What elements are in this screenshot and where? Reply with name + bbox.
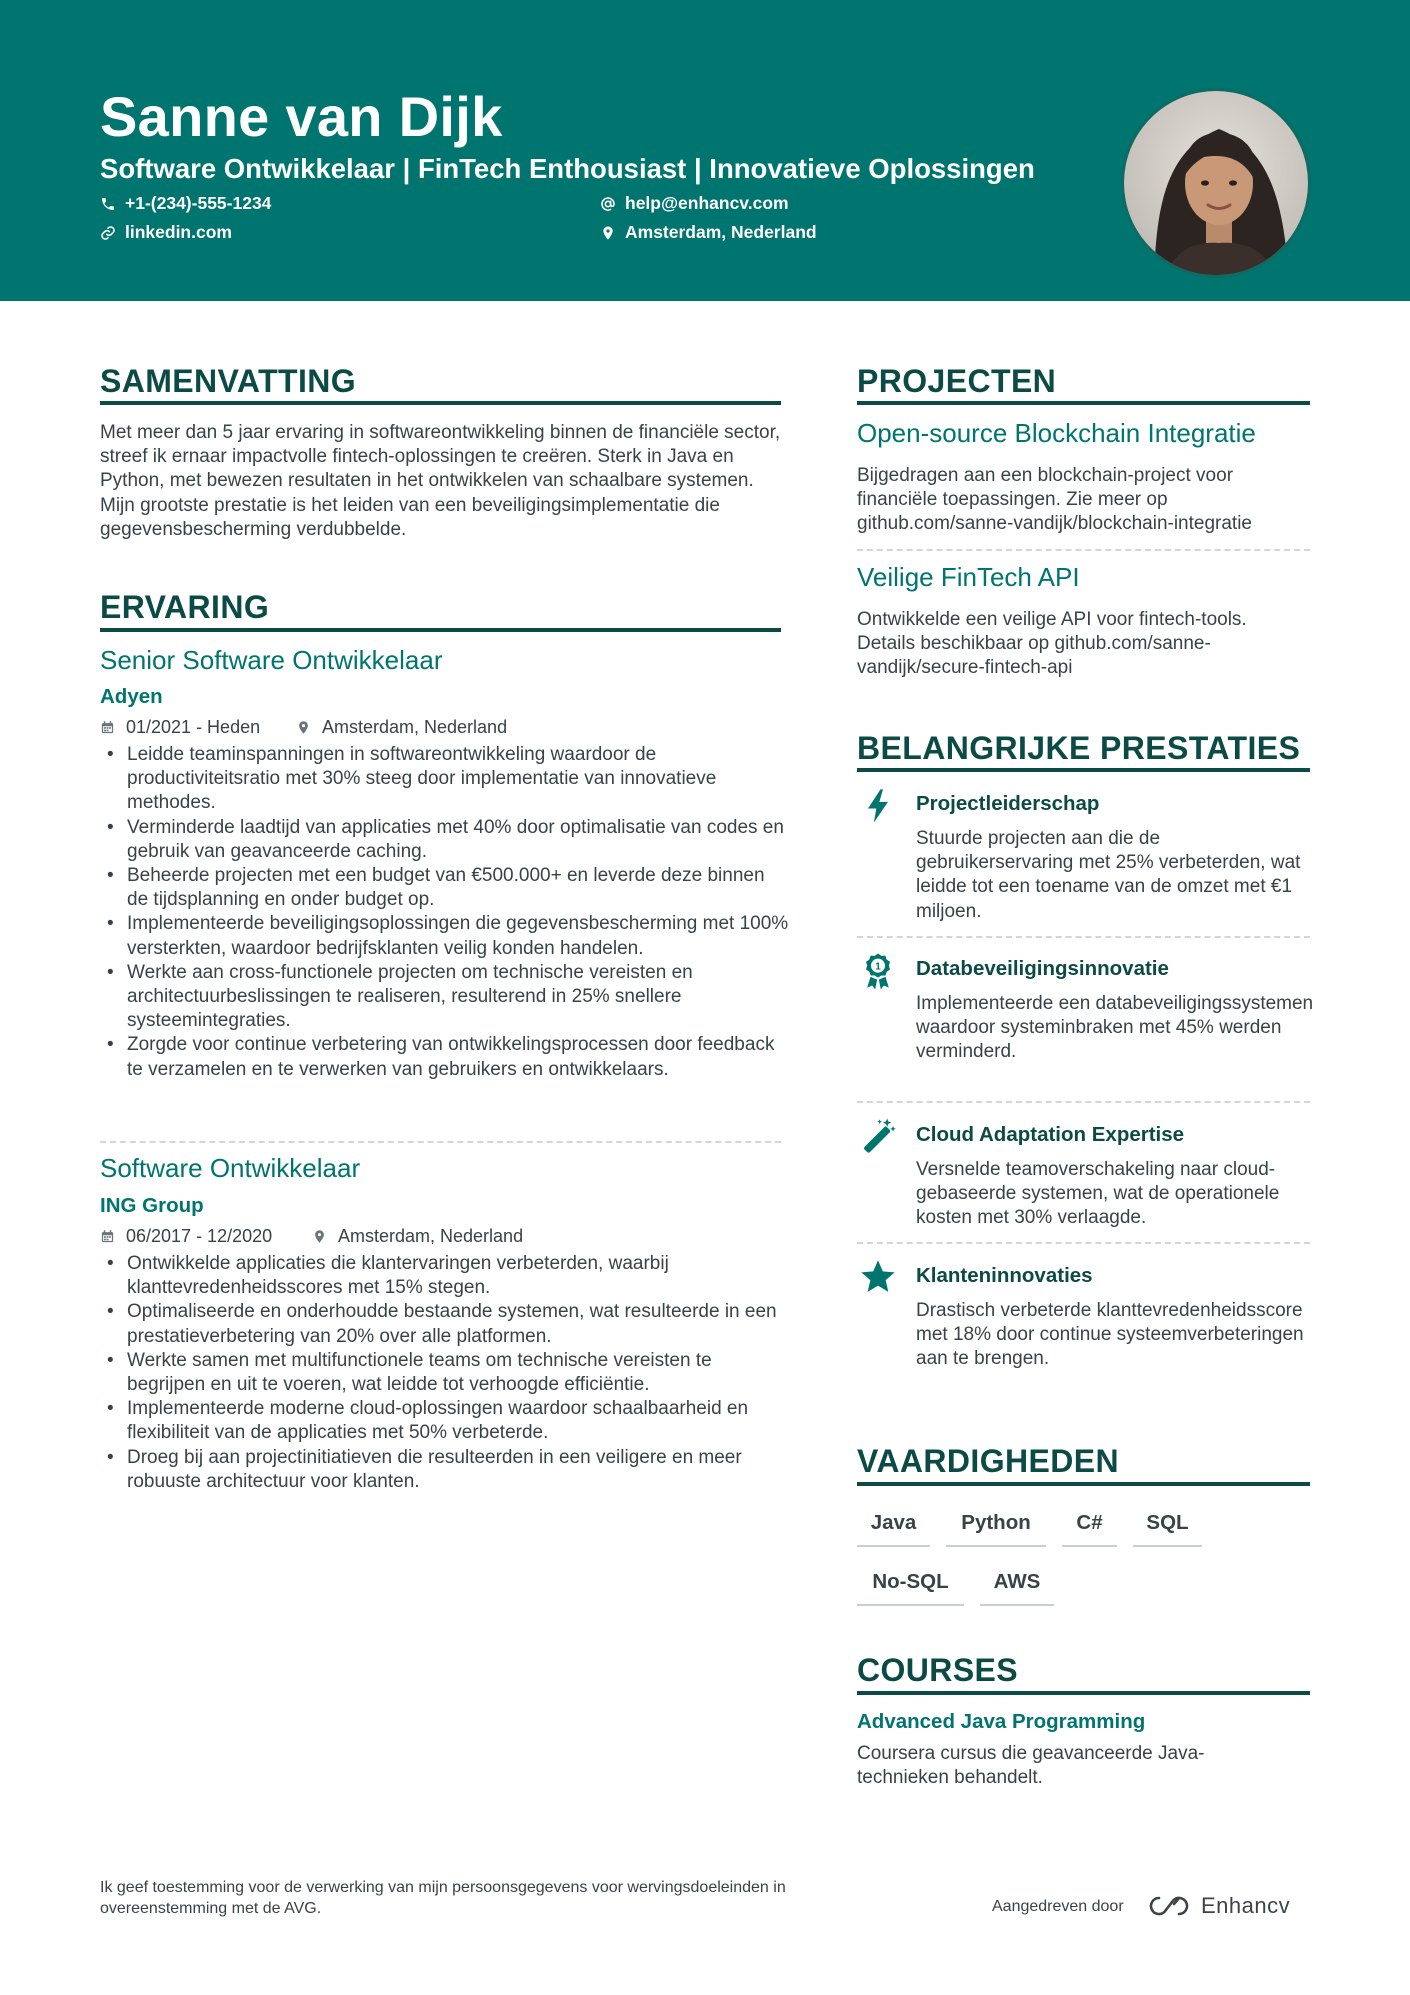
list-item: • Optimaliseerde en onderhoudde bestaande systemen, wat resulteerde in een prestatieverbetering van 20% over alle platformen. [100,1300,790,1348]
skill-tag: AWS [980,1570,1054,1606]
project-title: Open-source Blockchain Integratie [857,418,1256,448]
profile-photo [1121,88,1311,278]
job-dates [100,717,260,738]
infinity-icon [1147,1894,1191,1918]
job-company: ING Group [100,1194,204,1217]
candidate-name: Sanne van Dijk [100,85,503,148]
list-item: • Implementeerde beveiligingsoplossingen die gegevensbescherming met 100% versterkten, waardoor bedrijfsklanten veilig konden handelen. [100,912,790,960]
achievement-title: Cloud Adaptation Expertise [916,1123,1185,1146]
job-role: Senior Software Ontwikkelaar [100,645,443,675]
list-item: • Werkte aan cross-functionele projecten om technische vereisten en architectuurbeslissingen te realiseren, resulterend in 25% snellere systeemintegraties. [100,961,790,1034]
section-rule [857,1691,1310,1695]
linkedin-contact[interactable] [100,222,232,243]
location-contact [600,222,817,243]
linkedin-text: linkedin.com [125,222,232,242]
award-badge-icon [858,951,898,991]
location-text: Amsterdam, Nederland [625,222,817,242]
projects-heading: PROJECTEN [857,363,1057,399]
skill-tag: Java [857,1511,930,1547]
list-item: • Zorgde voor continue verbetering van ontwikkelingsprocessen door feedback te verzamelen en te verwerken van gebruikers en ontwikkelaars. [100,1033,790,1081]
achievement-title: Klanteninnovaties [916,1264,1093,1287]
list-item: • Ontwikkelde applicaties die klantervaringen verbeterden, waarbij klanttevredenheidsscores met 15% stegen. [100,1252,790,1300]
course-title: Advanced Java Programming [857,1710,1146,1733]
powered-by-label: Aangedreven door [992,1898,1124,1915]
section-rule [100,628,781,632]
job-dates-text: 06/2017 - 12/2020 [126,1226,273,1246]
job-location [312,1226,523,1247]
bolt-icon [858,786,898,826]
list-item: • Implementeerde moderne cloud-oplossingen waardoor schaalbaarheid en flexibiliteit van de applicaties met 50% verbeterde. [100,1397,790,1445]
job-location-text: Amsterdam, Nederland [322,717,508,737]
achievements-heading: BELANGRIJKE PRESTATIES [857,730,1301,766]
location-pin-icon [312,1229,327,1244]
skills-heading: VAARDIGHEDEN [857,1443,1120,1479]
courses-heading: COURSES [857,1652,1019,1688]
calendar-icon [100,720,115,735]
summary-text: Met meer dan 5 jaar ervaring in softwareontwikkeling binnen de financiële sector, streef ik ernaar impactvolle fintech-oplossingen te creëren. Sterk in Java en Python, met bewezen resultaten in het ontwikkelen van schaalbare systemen. Mijn grootste prestatie is het leiden van een beveiligingsimplementatie die gegevensbescherming verdubbelde. [100,422,781,540]
achievement-description: Versnelde teamoverschakeling naar cloud-gebaseerde systemen, wat de operationele kosten met 30% verlaagde. [916,1159,1280,1229]
phone-text: +1-(234)-555-1234 [125,193,272,213]
link-icon [100,225,116,241]
phone-contact[interactable] [100,193,271,214]
job-bullets [100,743,790,1082]
list-item: • Werkte samen met multifunctionele teams om technische vereisten te begrijpen en uit te voeren, wat leidde tot verhoogde efficiëntie. [100,1349,790,1397]
star-icon [858,1257,898,1297]
course-description: Coursera cursus die geavanceerde Java-technieken behandelt. [857,1743,1205,1789]
divider [857,549,1310,551]
section-rule [857,1482,1310,1486]
email-contact[interactable] [600,193,789,214]
achievement-title: Databeveiligingsinnovatie [916,957,1169,980]
project-description: Ontwikkelde een veilige API voor fintech-tools. Details beschikbaar op github.com/sanne-vandijk/secure-fintech-api [857,609,1247,679]
job-company: Adyen [100,685,163,708]
divider [100,1141,781,1143]
divider [857,936,1310,938]
headline: Software Ontwikkelaar | FinTech Enthousiast | Innovatieve Oplossingen [100,153,1035,184]
list-item: • Verminderde laadtijd van applicaties met 40% door optimalisatie van codes en gebruik van geavanceerde caching. [100,816,790,864]
job-location [296,717,507,738]
job-role: Software Ontwikkelaar [100,1153,361,1183]
section-rule [857,401,1310,405]
location-pin-icon [600,225,616,241]
achievement-description: Implementeerde een databeveiligingssystemen waardoor systeminbraken met 45% werden verminderd. [916,993,1314,1063]
achievement-description: Drastisch verbeterde klanttevredenheidsscore met 18% door continue systeemverbeteringen aan te brengen. [916,1300,1304,1370]
summary-heading: SAMENVATTING [100,363,357,399]
skill-tag: Python [946,1511,1046,1547]
list-item: • Leidde teaminspanningen in softwareontwikkeling waardoor de productiviteitsratio met 30% steeg door implementatie van innovatieve methodes. [100,743,790,816]
job-dates [100,1226,272,1247]
achievement-description: Stuurde projecten aan die de gebruikerservaring met 25% verbeterden, wat leidde tot een toename van de omzet met €1 miljoen. [916,828,1301,922]
skill-tag: C# [1062,1511,1117,1547]
location-pin-icon [296,720,311,735]
at-icon [600,196,616,212]
divider [857,1242,1310,1244]
list-item: • Beheerde projecten met een budget van €500.000+ en leverde deze binnen de tijdsplanning en onder budget op. [100,864,790,912]
skill-tag: SQL [1133,1511,1202,1547]
experience-heading: ERVARING [100,589,270,625]
calendar-icon [100,1229,115,1244]
svg-text:1: 1 [875,961,881,973]
section-rule [100,401,781,405]
job-dates-text: 01/2021 - Heden [126,717,261,737]
brand-name: Enhancv [1201,1893,1291,1918]
list-item: • Droeg bij aan projectinitiatieven die resulteerden in een veiligere en meer robuuste architectuur voor klanten. [100,1446,790,1494]
job-bullets [100,1252,790,1494]
achievement-title: Projectleiderschap [916,792,1100,815]
consent-text: Ik geef toestemming voor de verwerking van mijn persoonsgegevens voor wervingsdoeleinden in overeenstemming met de AVG. [100,1879,786,1917]
magic-wand-icon [858,1116,898,1156]
job-location-text: Amsterdam, Nederland [338,1226,524,1246]
project-title: Veilige FinTech API [857,562,1080,592]
divider [857,1101,1310,1103]
header-banner [0,0,1410,301]
email-text: help@enhancv.com [625,193,789,213]
skill-tag: No-SQL [857,1570,964,1606]
project-description: Bijgedragen aan een blockchain-project voor financiële toepassingen. Zie meer op github.com/sanne-vandijk/blockchain-integratie [857,465,1253,535]
section-rule [857,768,1310,772]
brand-logo[interactable] [1147,1893,1290,1919]
phone-icon [100,196,116,212]
